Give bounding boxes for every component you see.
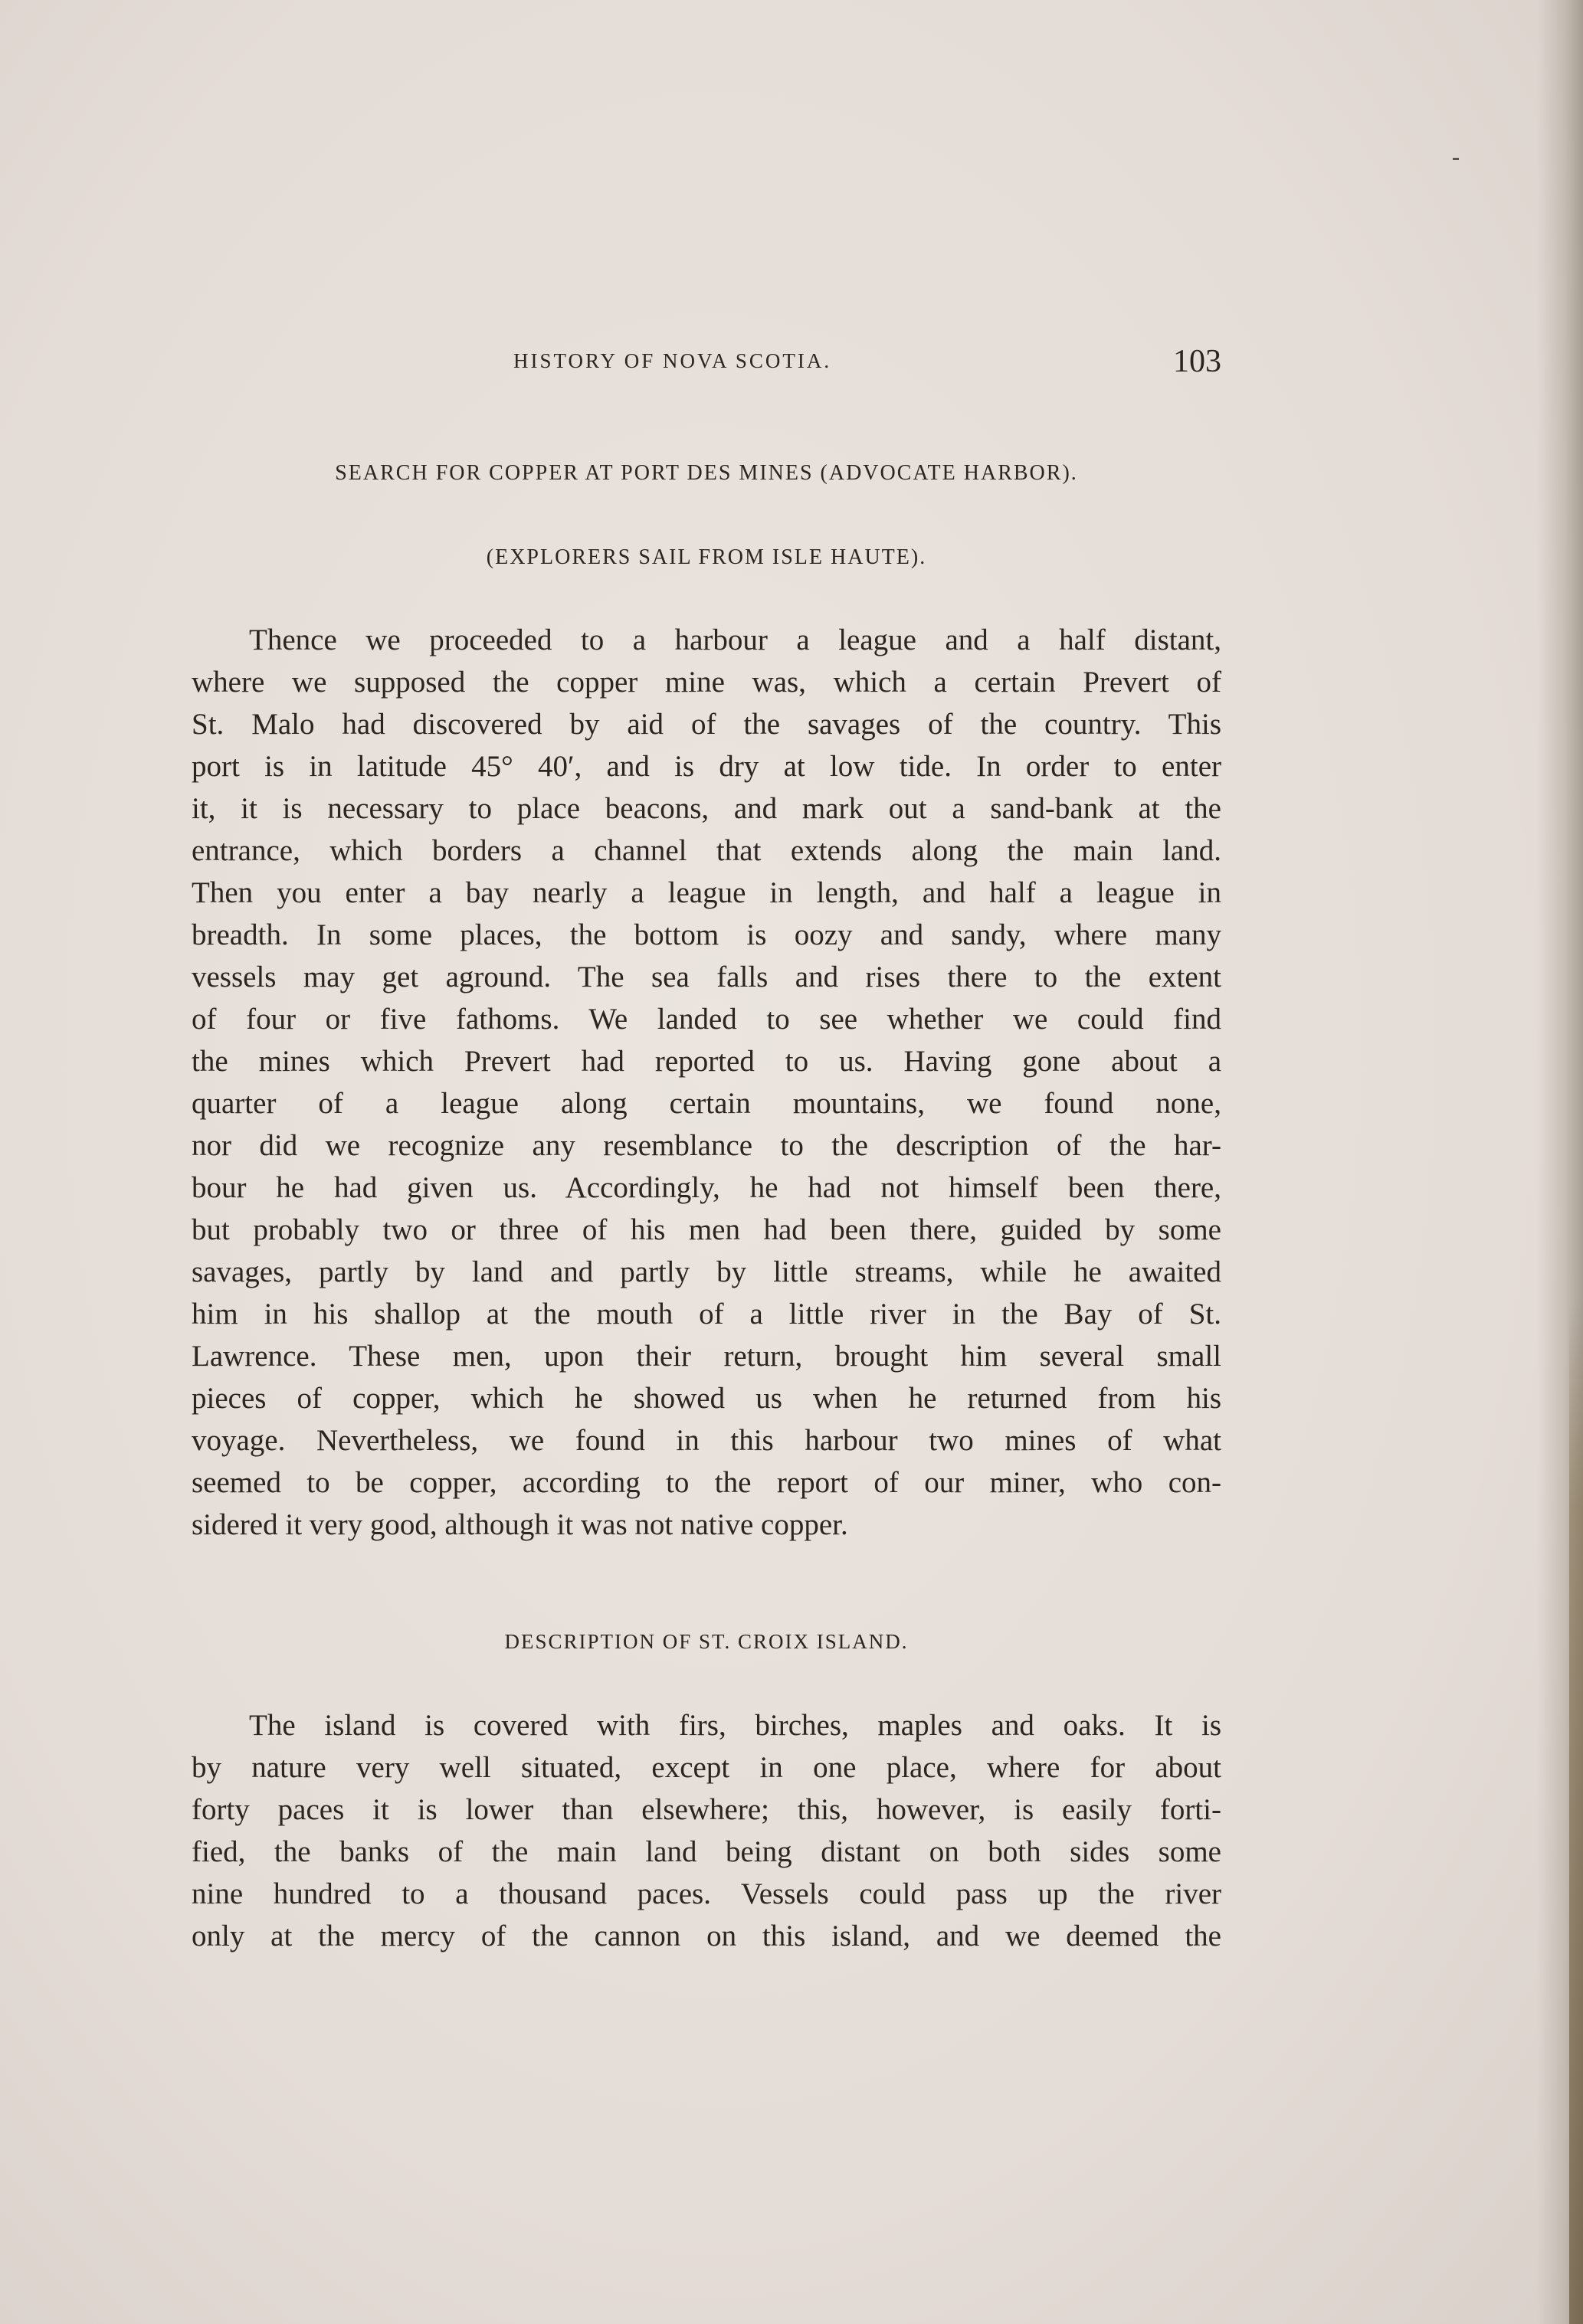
paragraph-st-croix-island [192, 1704, 1221, 1957]
text-line: entrance, which borders a channel that extends along the main land. [192, 834, 1221, 867]
text-line: only at the mercy of the cannon on this island, and we deemed the [192, 1920, 1221, 1952]
running-head [192, 343, 1221, 389]
text-line: where we supposed the copper mine was, which a certain Prevert of [192, 666, 1221, 699]
text-line: nine hundred to a thousand paces. Vessels could pass up the river [192, 1877, 1221, 1910]
binding-edge [1569, 1302, 1583, 2324]
text-line: quarter of a league along certain mountains, we found none, [192, 1087, 1221, 1120]
text-line: St. Malo had discovered by aid of the savages of the country. This [192, 708, 1221, 741]
text-line: forty paces it is lower than elsewhere; this, however, is easily forti- [192, 1793, 1221, 1826]
text-line: port is in latitude 45° 40′, and is dry at low tide. In order to enter [192, 750, 1221, 783]
text-line: the mines which Prevert had reported to us. Having gone about a [192, 1045, 1221, 1078]
ink-speck [1453, 158, 1459, 160]
section-heading-st-croix: DESCRIPTION OF ST. CROIX ISLAND. [504, 1630, 909, 1653]
text-line: Thence we proceeded to a harbour a league and a half distant, [249, 624, 1221, 656]
text-line: nor did we recognize any resemblance to the description of the har- [192, 1129, 1221, 1162]
paragraph-copper-harbour [192, 619, 1221, 1546]
text-line: pieces of copper, which he showed us when he returned from his [192, 1382, 1221, 1415]
text-line: vessels may get aground. The sea falls and rises there to the extent [192, 961, 1221, 993]
text-line: seemed to be copper, according to the report of our miner, who con- [192, 1466, 1221, 1499]
text-line: him in his shallop at the mouth of a little river in the Bay of St. [192, 1298, 1221, 1331]
running-title: HISTORY OF NOVA SCOTIA. [513, 349, 832, 372]
text-line: breadth. In some places, the bottom is oozy and sandy, where many [192, 918, 1221, 951]
page-number: 103 [1173, 344, 1221, 379]
text-line: sidered it very good, although it was not native copper. [192, 1508, 848, 1541]
text-line: bour he had given us. Accordingly, he had not himself been there, [192, 1171, 1221, 1204]
section-heading-copper-search: SEARCH FOR COPPER AT PORT DES MINES (ADVOCATE HARBOR). [335, 461, 1078, 485]
text-line: it, it is necessary to place beacons, and mark out a sand-bank at the [192, 792, 1221, 825]
text-line: voyage. Nevertheless, we found in this harbour two mines of what [192, 1424, 1221, 1457]
text-line: but probably two or three of his men had been there, guided by some [192, 1213, 1221, 1246]
text-line: Lawrence. These men, upon their return, brought him several small [192, 1340, 1221, 1373]
text-line: of four or five fathoms. We landed to see whether we could find [192, 1003, 1221, 1036]
text-line: The island is covered with firs, birches, maples and oaks. It is [249, 1709, 1221, 1742]
text-line: Then you enter a bay nearly a league in length, and half a league in [192, 876, 1221, 909]
text-line: savages, partly by land and partly by little streams, while he awaited [192, 1255, 1221, 1288]
text-line: fied, the banks of the main land being distant on both sides some [192, 1835, 1221, 1868]
section-subheading-isle-haute: (EXPLORERS SAIL FROM ISLE HAUTE). [486, 545, 927, 569]
text-line: by nature very well situated, except in one place, where for about [192, 1751, 1221, 1784]
